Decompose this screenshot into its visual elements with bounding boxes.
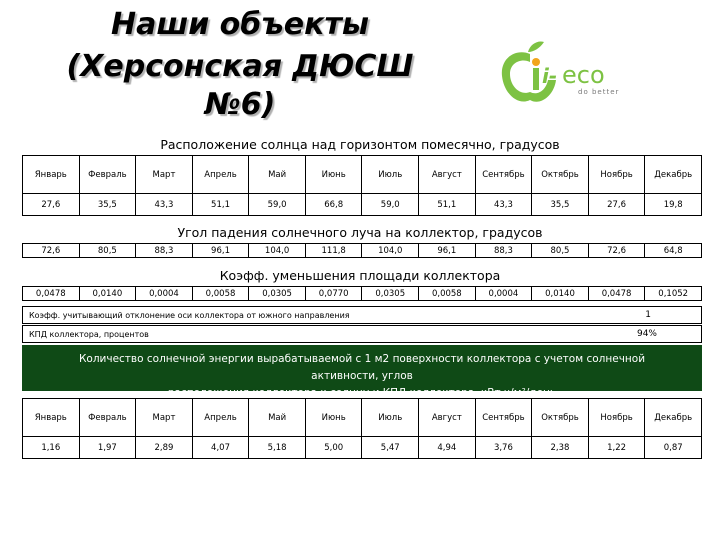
sun-elevation-cell: 27,6 (588, 194, 645, 216)
month-header-cell: Июль (362, 156, 419, 194)
month-header-cell: Декабрь (645, 156, 702, 194)
month-header-cell: Июнь (305, 399, 362, 437)
incidence-angle-cell: 88,3 (475, 244, 532, 258)
incidence-angle-cell: 111,8 (305, 244, 362, 258)
energy-row (23, 437, 702, 459)
sun-elevation-table (22, 155, 702, 216)
incidence-angle-cell: 72,6 (588, 244, 645, 258)
area-reduction-cell: 0,0305 (362, 287, 419, 301)
logo-brand: eco (562, 61, 605, 89)
area-reduction-cell: 0,0004 (475, 287, 532, 301)
months-header-row-2 (23, 399, 702, 437)
sun-elevation-cell: 35,5 (79, 194, 136, 216)
month-header-cell: Май (249, 156, 306, 194)
incidence-angle-cell: 104,0 (249, 244, 306, 258)
energy-cell: 4,07 (192, 437, 249, 459)
area-reduction-cell: 0,0058 (419, 287, 476, 301)
energy-table (22, 398, 702, 459)
logo-tagline: do better (578, 88, 620, 96)
incidence-angle-cell: 88,3 (136, 244, 193, 258)
energy-cell: 2,89 (136, 437, 193, 459)
deviation-coefficient-row (22, 306, 702, 324)
energy-cell: 5,47 (362, 437, 419, 459)
area-reduction-row (23, 287, 702, 301)
incidence-angle-cell: 96,1 (192, 244, 249, 258)
energy-cell: 1,22 (588, 437, 645, 459)
incidence-angle-cell: 80,5 (79, 244, 136, 258)
page-title-line1: Наши объекты (110, 7, 369, 42)
month-header-cell: Сентябрь (475, 156, 532, 194)
month-header-cell: Август (419, 399, 476, 437)
incidence-angle-table (22, 243, 702, 258)
sun-elevation-cell: 59,0 (362, 194, 419, 216)
incidence-angle-row (23, 244, 702, 258)
efficiency-value: 94% (636, 329, 657, 339)
energy-banner (22, 345, 702, 399)
months-header-row (23, 156, 702, 194)
energy-cell: 5,18 (249, 437, 306, 459)
incidence-angle-cell: 80,5 (532, 244, 589, 258)
month-header-cell: Июль (362, 399, 419, 437)
sun-elevation-cell: 43,3 (136, 194, 193, 216)
energy-cell: 2,38 (532, 437, 589, 459)
energy-cell: 3,76 (475, 437, 532, 459)
sun-elevation-cell: 43,3 (475, 194, 532, 216)
month-header-cell: Август (419, 156, 476, 194)
month-header-cell: Октябрь (532, 156, 589, 194)
sun-elevation-cell: 51,1 (192, 194, 249, 216)
deviation-label: Коэфф. учитывающий отклонение оси коллектора от южного направления (29, 311, 350, 320)
area-reduction-caption: Коэфф. уменьшения площади коллектора (219, 268, 501, 283)
page-title-line2: (Херсонская ДЮСШ №6) (66, 49, 414, 122)
efficiency-row (22, 325, 702, 343)
energy-cell: 1,16 (23, 437, 80, 459)
month-header-cell: Январь (23, 156, 80, 194)
incidence-angle-cell: 104,0 (362, 244, 419, 258)
month-header-cell: Сентябрь (475, 399, 532, 437)
sun-elevation-row (23, 194, 702, 216)
month-header-cell: Ноябрь (588, 399, 645, 437)
ieco-logo (494, 40, 654, 110)
energy-cell: 0,87 (645, 437, 702, 459)
month-header-cell: Апрель (192, 399, 249, 437)
banner-line2: расположения коллектора к солнцу и КПД коллектора, кВт·ч/м²/день (167, 387, 557, 399)
month-header-cell: Апрель (192, 156, 249, 194)
month-header-cell: Октябрь (532, 399, 589, 437)
month-header-cell: Июнь (305, 156, 362, 194)
area-reduction-cell: 0,0058 (192, 287, 249, 301)
deviation-value: 1 (645, 310, 651, 320)
area-reduction-cell: 0,0770 (305, 287, 362, 301)
sun-elevation-cell: 51,1 (419, 194, 476, 216)
sun-elevation-cell: 59,0 (249, 194, 306, 216)
area-reduction-cell: 0,0305 (249, 287, 306, 301)
incidence-angle-cell: 64,8 (645, 244, 702, 258)
month-header-cell: Февраль (79, 399, 136, 437)
sun-elevation-cell: 35,5 (532, 194, 589, 216)
month-header-cell: Март (136, 156, 193, 194)
sun-elevation-cell: 66,8 (305, 194, 362, 216)
month-header-cell: Декабрь (645, 399, 702, 437)
area-reduction-cell: 0,0004 (136, 287, 193, 301)
area-reduction-cell: 0,0478 (23, 287, 80, 301)
incidence-angle-cell: 72,6 (23, 244, 80, 258)
incidence-angle-caption: Угол падения солнечного луча на коллектор, градусов (177, 225, 543, 240)
sun-elevation-cell: 27,6 (23, 194, 80, 216)
efficiency-label: КПД коллектора, процентов (29, 330, 149, 339)
month-header-cell: Февраль (79, 156, 136, 194)
area-reduction-cell: 0,0140 (532, 287, 589, 301)
energy-cell: 1,97 (79, 437, 136, 459)
sun-elevation-caption: Расположение солнца над горизонтом помесячно, градусов (160, 137, 560, 152)
banner-line1: Количество солнечной энергии вырабатываемой с 1 м2 поверхности коллектора с учетом солнечной активности, углов (78, 353, 646, 382)
month-header-cell: Ноябрь (588, 156, 645, 194)
month-header-cell: Март (136, 399, 193, 437)
sun-elevation-cell: 19,8 (645, 194, 702, 216)
logo-dash: i- (542, 64, 558, 88)
energy-cell: 5,00 (305, 437, 362, 459)
energy-cell: 4,94 (419, 437, 476, 459)
incidence-angle-cell: 96,1 (419, 244, 476, 258)
area-reduction-cell: 0,0478 (588, 287, 645, 301)
month-header-cell: Январь (23, 399, 80, 437)
area-reduction-table (22, 286, 702, 301)
month-header-cell: Май (249, 399, 306, 437)
area-reduction-cell: 0,0140 (79, 287, 136, 301)
area-reduction-cell: 0,1052 (645, 287, 702, 301)
